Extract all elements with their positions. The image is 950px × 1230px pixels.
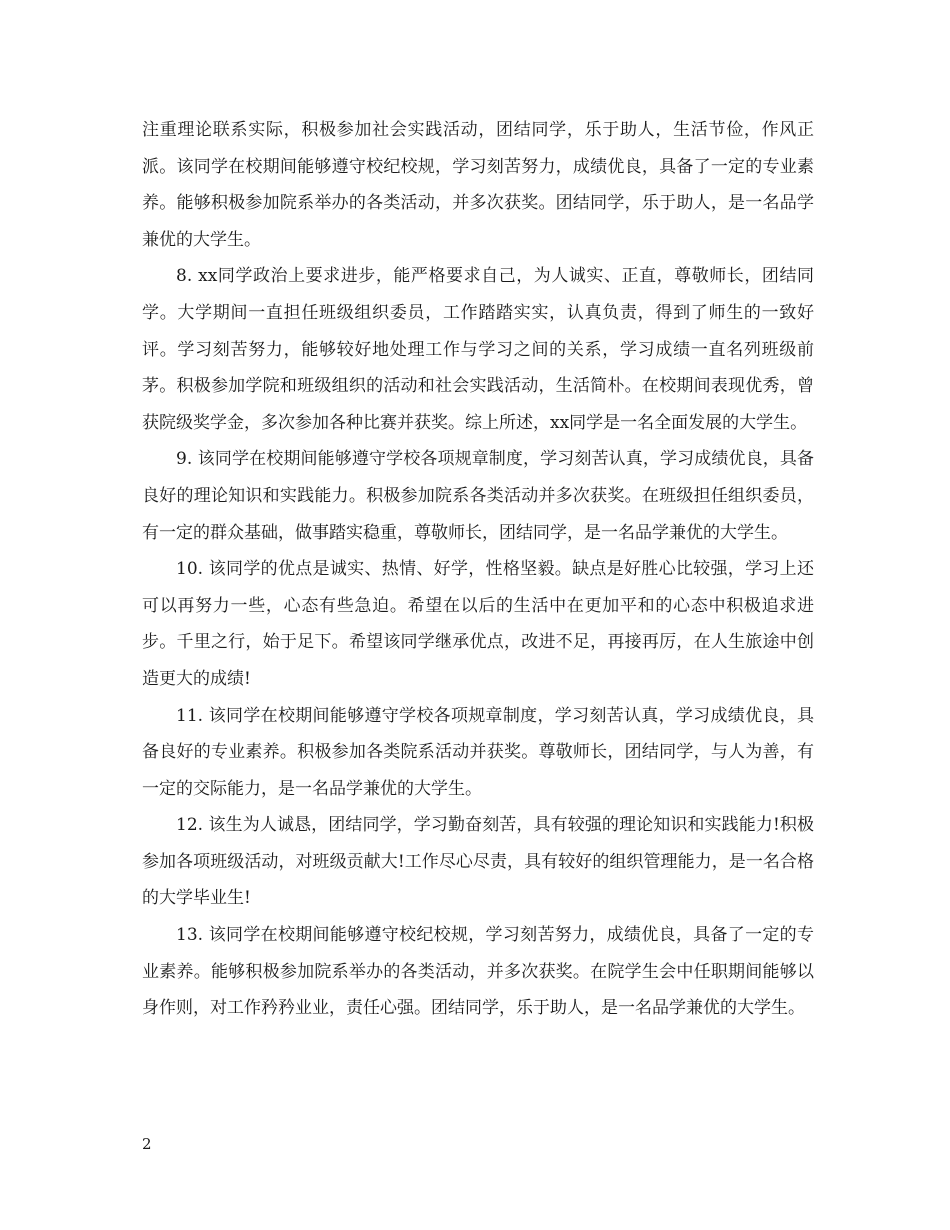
paragraph-7-continued: 注重理论联系实际，积极参加社会实践活动，团结同学，乐于助人，生活节俭，作风正派。该同学在校期间能够遵守校纪校规，学习刻苦努力，成绩优良，具备了一定的专业素养。能够积极参加院系举办的各类活动，并多次获奖。团结同学，乐于助人，是一名品学兼优的大学生。 <box>142 120 814 250</box>
document-body <box>142 112 814 1027</box>
paragraph-10: 10. 该同学的优点是诚实、热情、好学，性格坚毅。缺点是好胜心比较强，学习上还可以再努力一些，心态有些急迫。希望在以后的生活中在更加平和的心态中积极追求进步。千里之行，始于足下。希望该同学继承优点，改进不足，再接再厉，在人生旅途中创造更大的成绩! <box>142 559 814 689</box>
paragraph-8: 8. xx同学政治上要求进步，能严格要求自己，为人诚实、正直，尊敬师长，团结同学。大学期间一直担任班级组织委员，工作踏踏实实，认真负责，得到了师生的一致好评。学习刻苦努力，能够较好地处理工作与学习之间的关系，学习成绩一直名列班级前茅。积极参加学院和班级组织的活动和社会实践活动，生活简朴。在校期间表现优秀，曾获院级奖学金，多次参加各种比赛并获奖。综上所述，xx同学是一名全面发展的大学生。 <box>142 266 814 433</box>
paragraph-12: 12. 该生为人诚恳，团结同学，学习勤奋刻苦，具有较强的理论知识和实践能力!积极参加各项班级活动，对班级贡献大!工作尽心尽责，具有较好的组织管理能力，是一名合格的大学毕业生! <box>142 815 814 909</box>
paragraph-11: 11. 该同学在校期间能够遵守学校各项规章制度，学习刻苦认真，学习成绩优良，具备良好的专业素养。积极参加各类院系活动并获奖。尊敬师长，团结同学，与人为善，有一定的交际能力，是一名品学兼优的大学生。 <box>142 705 814 799</box>
paragraph-13: 13. 该同学在校期间能够遵守校纪校规，学习刻苦努力，成绩优良，具备了一定的专业素养。能够积极参加院系举办的各类活动，并多次获奖。在院学生会中任职期间能够以身作则，对工作矜矜业业，责任心强。团结同学，乐于助人，是一名品学兼优的大学生。 <box>142 925 814 1019</box>
page-number: 2 <box>142 1135 152 1153</box>
paragraph-9: 9. 该同学在校期间能够遵守学校各项规章制度，学习刻苦认真，学习成绩优良，具备良好的理论知识和实践能力。积极参加院系各类活动并多次获奖。在班级担任组织委员，有一定的群众基础，做事踏实稳重，尊敬师长，团结同学，是一名品学兼优的大学生。 <box>142 449 814 543</box>
